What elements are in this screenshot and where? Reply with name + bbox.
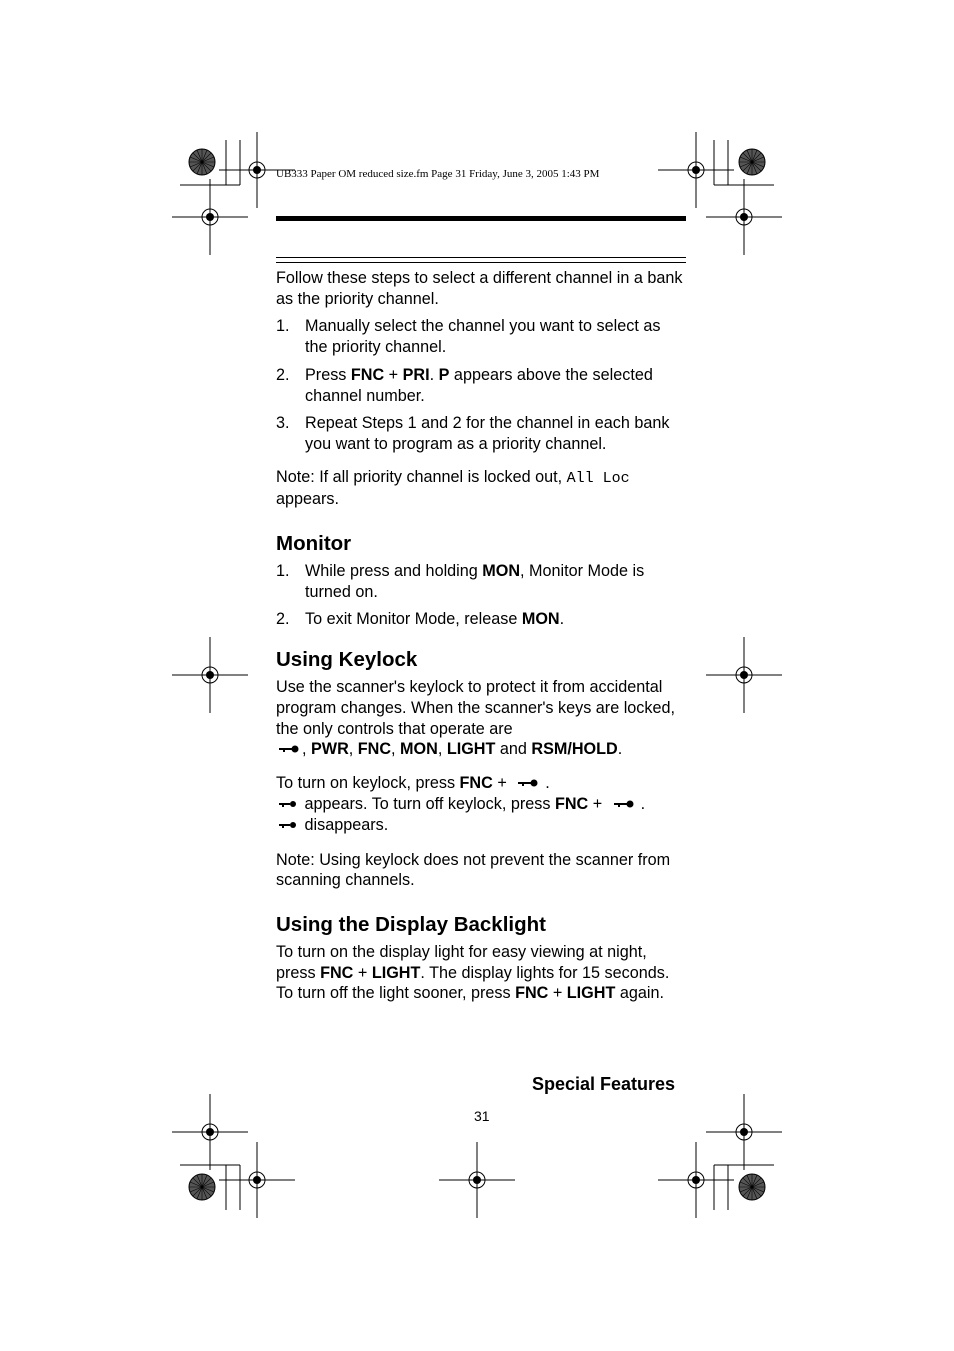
body-text: To turn on keylock, press — [276, 774, 460, 793]
key-icon — [276, 816, 300, 837]
step-number: 2. — [276, 610, 290, 629]
note-text: appears. — [276, 490, 339, 509]
body-text: , — [302, 740, 311, 759]
keylock-paragraph — [276, 677, 686, 760]
intro-paragraph: Follow these steps to select a different channel in a bank as the priority channel. — [276, 269, 683, 308]
registration-mark-icon — [172, 179, 248, 255]
body-text: . The display lights for 15 seconds. To turn off the light sooner, press — [276, 963, 670, 1003]
body-text: , — [391, 740, 401, 759]
registration-mark-icon — [172, 1094, 248, 1170]
step-text: + — [384, 365, 403, 384]
registration-mark-icon — [219, 1142, 295, 1218]
section-heading-monitor: Monitor — [276, 532, 352, 556]
key-label: MON — [521, 610, 560, 629]
step-text: . — [559, 610, 565, 629]
registration-mark-icon — [439, 1142, 515, 1218]
step-number: 1. — [276, 562, 290, 581]
key-label: MON — [482, 562, 521, 581]
body-text: . — [617, 740, 623, 759]
registration-mark-icon — [658, 132, 734, 208]
starburst-target-icon — [739, 149, 765, 175]
step-text: . — [429, 365, 439, 384]
key-icon — [611, 795, 637, 816]
list-item — [276, 609, 686, 630]
registration-mark-icon — [172, 637, 248, 713]
key-label: FNC — [459, 774, 493, 793]
section-heading-keylock: Using Keylock — [276, 648, 418, 672]
key-label: PWR — [311, 740, 349, 759]
key-label: LIGHT — [566, 984, 616, 1003]
starburst-target-icon — [739, 1174, 765, 1200]
section-heading-backlight: Using the Display Backlight — [276, 912, 546, 936]
body-text: again. — [615, 984, 664, 1003]
display-code: All Loc — [566, 469, 630, 487]
body-text: disappears. — [300, 816, 389, 835]
body-text: . — [640, 795, 646, 814]
step-text: , Monitor Mode is turned on. — [305, 562, 645, 601]
note-text: Note: If all priority channel is locked out, — [276, 467, 567, 486]
body-text: To turn on the display light for easy viewing at night, press — [276, 942, 647, 982]
list-item — [276, 365, 686, 406]
body-text: + — [353, 963, 372, 982]
page-number: 31 — [474, 1108, 490, 1124]
priority-note — [276, 467, 686, 510]
step-number: 3. — [276, 414, 290, 433]
list-item — [276, 413, 686, 454]
registration-mark-icon — [706, 637, 782, 713]
body-text: + — [548, 984, 567, 1003]
key-icon — [276, 740, 302, 761]
key-label: FNC — [320, 963, 354, 982]
key-label: PRI — [402, 365, 430, 384]
step-text: While press and holding — [305, 562, 483, 581]
key-icon — [515, 774, 541, 795]
step-text: appears above the selected channel number. — [305, 365, 653, 405]
file-info-header: UB333 Paper OM reduced size.fm Page 31 Friday, June 3, 2005 1:43 PM — [276, 168, 600, 180]
list-item — [276, 561, 686, 602]
body-text: and — [495, 740, 532, 759]
key-icon — [276, 795, 300, 816]
step-number: 1. — [276, 317, 290, 336]
monitor-steps — [276, 561, 686, 630]
list-item — [276, 316, 686, 357]
key-label: FNC — [554, 795, 589, 814]
step-text: Repeat Steps 1 and 2 for the channel in each bank you want to program as a priority channel. — [305, 414, 670, 453]
key-label: FNC — [515, 984, 549, 1003]
keylock-note: Note: Using keylock does not prevent the scanner from scanning channels. — [276, 850, 671, 890]
header-rule-thin-2 — [276, 262, 686, 263]
step-text: To exit Monitor Mode, release — [305, 610, 522, 629]
step-number: 2. — [276, 365, 290, 384]
page-content — [276, 268, 686, 1004]
body-text: Use the scanner's keylock to protect it from accidental program changes. When the scanner's keys are locked, the only controls that operate are — [276, 678, 675, 738]
keylock-instructions — [276, 773, 686, 836]
body-text: + — [492, 774, 512, 793]
key-label: RSM/HOLD — [531, 740, 618, 759]
body-text: appears. To turn off keylock, press — [300, 795, 555, 814]
starburst-target-icon — [189, 149, 215, 175]
section-footer-title: Special Features — [532, 1074, 676, 1094]
body-text: , — [348, 740, 358, 759]
key-label: FNC — [350, 365, 385, 384]
indicator-label: P — [438, 365, 450, 384]
priority-steps — [276, 316, 686, 454]
registration-mark-icon — [706, 179, 782, 255]
starburst-target-icon — [189, 1174, 215, 1200]
registration-mark-icon — [658, 1142, 734, 1218]
key-label: MON — [400, 740, 438, 759]
step-text: Press — [305, 365, 351, 384]
key-label: LIGHT — [446, 740, 496, 759]
backlight-paragraph — [276, 942, 686, 1004]
step-text: Manually select the channel you want to select as the priority channel. — [305, 317, 661, 357]
body-text: + — [588, 795, 607, 814]
body-text: , — [437, 740, 447, 759]
registration-mark-icon — [706, 1094, 782, 1170]
key-label: LIGHT — [371, 963, 421, 982]
header-rule-thin-1 — [276, 257, 686, 258]
header-rule-thick — [276, 216, 686, 221]
body-text: . — [545, 774, 550, 793]
key-label: FNC — [357, 740, 392, 759]
